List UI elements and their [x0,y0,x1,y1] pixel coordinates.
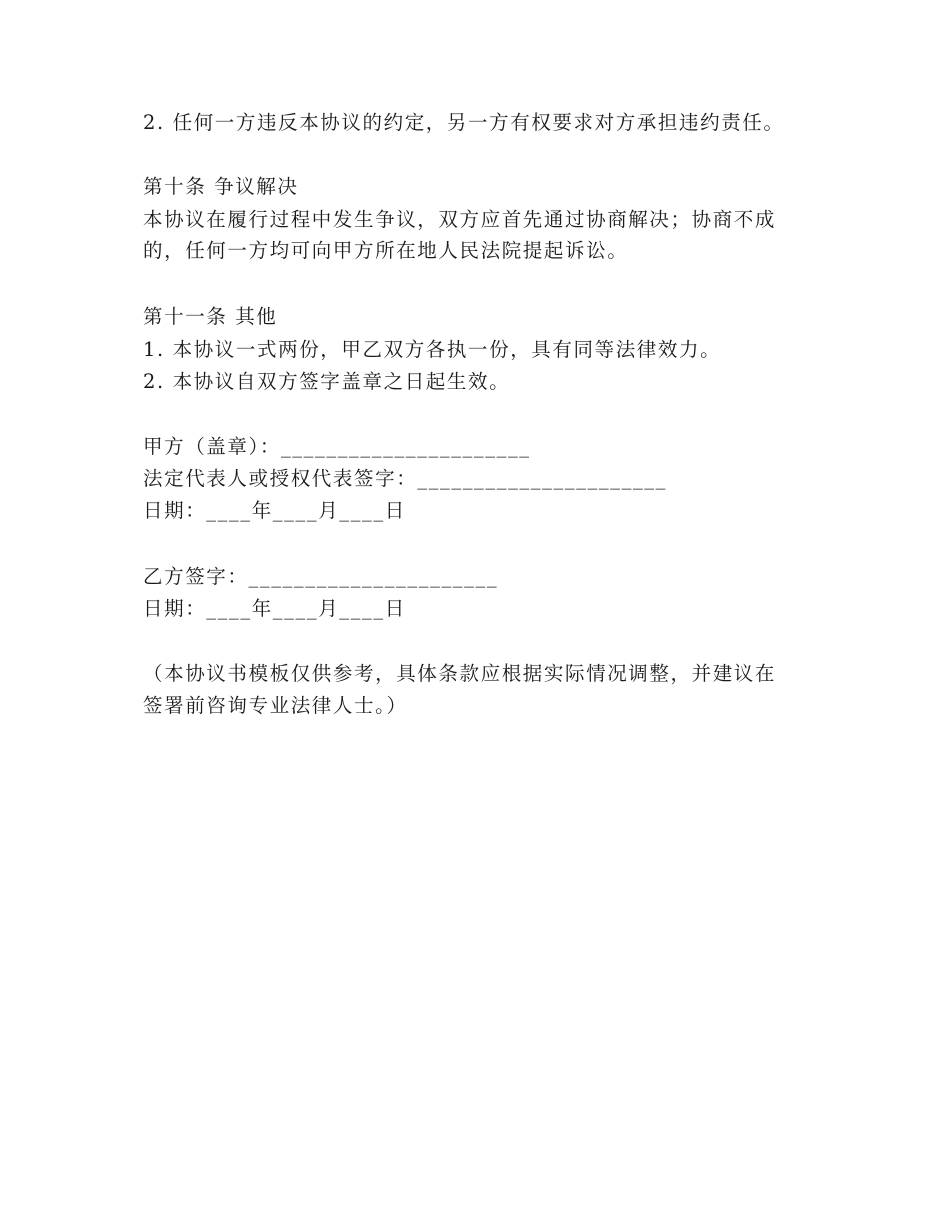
clause10-body-line2: 的，任何一方均可向甲方所在地人民法院提起诉讼。 [143,239,629,262]
clause10-title: 第十条 争议解决 [143,175,299,198]
party-a-date-line: 日期：____年____月____日 [143,499,406,522]
disclaimer-line2: 签署前咨询专业法律人士。） [143,694,408,717]
disclaimer-line1: （本协议书模板仅供参考，具体条款应根据实际情况调整，并建议在 [143,662,777,685]
clause9-item2: 2. 任何一方违反本协议的约定，另一方有权要求对方承担违约责任。 [143,111,785,134]
party-b-date-line: 日期：____年____月____日 [143,597,406,620]
party-a-seal-line: 甲方（盖章）：______________________ [143,435,531,458]
clause11-item1: 1. 本协议一式两份，甲乙双方各执一份，具有同等法律效力。 [143,338,722,361]
clause11-item2: 2. 本协议自双方签字盖章之日起生效。 [143,370,511,393]
clause11-title: 第十一条 其他 [143,305,278,328]
party-b-signature-line: 乙方签字：______________________ [143,565,499,588]
clause10-body-line1: 本协议在履行过程中发生争议，双方应首先通过协商解决；协商不成 [143,208,777,231]
party-a-representative-line: 法定代表人或授权代表签字：______________________ [143,467,667,490]
